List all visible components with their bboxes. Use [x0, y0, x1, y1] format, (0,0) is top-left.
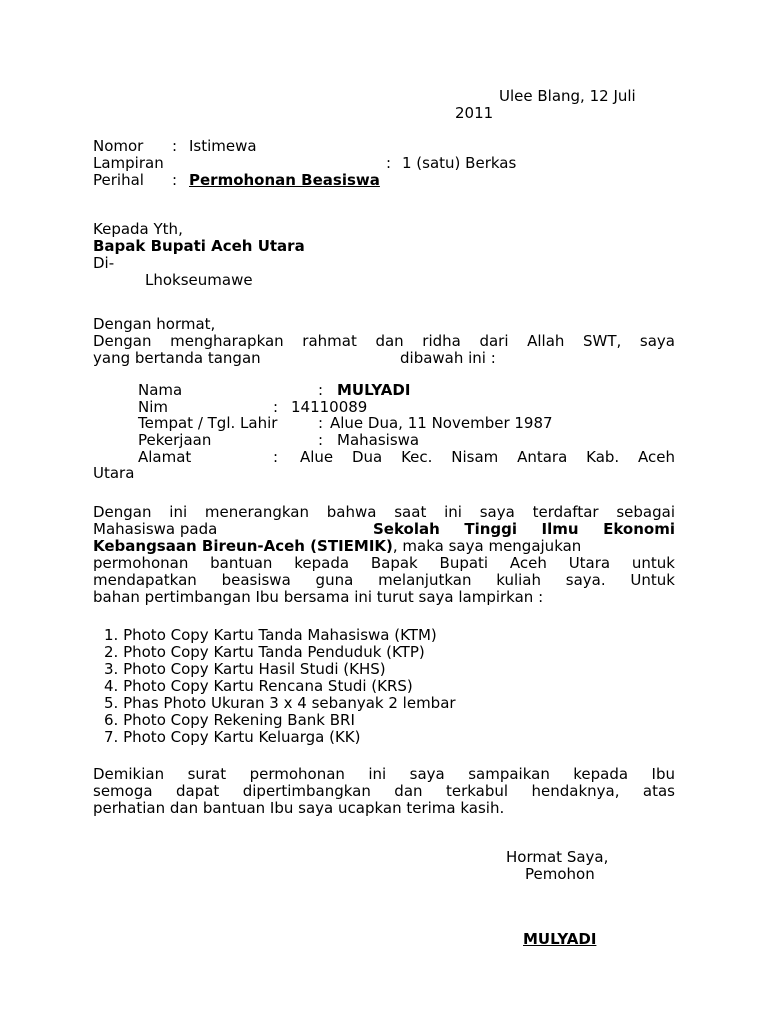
- lampiran-label: Lampiran: [93, 154, 164, 172]
- body-line-2b: Sekolah Tinggi Ilmu Ekonomi: [373, 520, 675, 538]
- alamat-continuation: Utara: [93, 464, 135, 482]
- attachment-list: [104, 627, 456, 746]
- body-line-2a: Mahasiswa pada: [93, 520, 218, 538]
- perihal-value: Permohonan Beasiswa: [189, 171, 380, 189]
- list-item: 1. Photo Copy Kartu Tanda Mahasiswa (KTM): [104, 626, 437, 644]
- perihal-colon: :: [172, 171, 178, 189]
- body-line-3: [93, 538, 675, 555]
- alamat-colon: :: [273, 448, 279, 466]
- date-line-1: Ulee Blang, 12 Juli: [499, 87, 636, 105]
- date-line-2: 2011: [455, 104, 494, 122]
- ttl-value: Alue Dua, 11 November 1987: [330, 414, 553, 432]
- nomor-label: Nomor: [93, 137, 144, 155]
- alamat-value: Alue Dua Kec. Nisam Antara Kab. Aceh: [300, 448, 675, 466]
- body-line-1: Dengan ini menerangkan bahwa saat ini saya terdaftar sebagai: [93, 503, 675, 521]
- recipient-city: Lhokseumawe: [145, 271, 253, 289]
- opening-line-1: Dengan mengharapkan rahmat dan ridha dari Allah SWT, saya: [93, 332, 675, 350]
- alamat-label: Alamat: [138, 448, 192, 466]
- list-item: 2. Photo Copy Kartu Tanda Penduduk (KTP): [104, 643, 425, 661]
- recipient-di: Di-: [93, 254, 115, 272]
- pekerjaan-colon: :: [318, 431, 324, 449]
- salutation: Dengan hormat,: [93, 315, 216, 333]
- body-line-6: bahan pertimbangan Ibu bersama ini turut saya lampirkan :: [93, 588, 544, 606]
- nama-colon: :: [318, 381, 324, 399]
- list-item: 3. Photo Copy Kartu Hasil Studi (KHS): [104, 660, 386, 678]
- perihal-label: Perihal: [93, 171, 144, 189]
- closing-line-3: perhatian dan bantuan Ibu saya ucapkan terima kasih.: [93, 799, 505, 817]
- closing-line-1: Demikian surat permohonan ini saya sampaikan kepada Ibu: [93, 765, 675, 783]
- lampiran-value: 1 (satu) Berkas: [402, 154, 517, 172]
- nama-label: Nama: [138, 381, 183, 399]
- signature-role: Pemohon: [525, 865, 595, 883]
- body-line-3b: , maka saya mengajukan: [392, 537, 582, 555]
- nomor-colon: :: [172, 137, 178, 155]
- closing-line-2: semoga dapat dipertimbangkan dan terkabul hendaknya, atas: [93, 782, 675, 800]
- opening-line-2b: dibawah ini :: [400, 349, 496, 367]
- nim-value: 14110089: [291, 398, 368, 416]
- list-item: 5. Phas Photo Ukuran 3 x 4 sebanyak 2 lembar: [104, 694, 456, 712]
- ttl-label: Tempat / Tgl. Lahir: [138, 414, 278, 432]
- list-item: 6. Photo Copy Rekening Bank BRI: [104, 711, 355, 729]
- pekerjaan-value: Mahasiswa: [337, 431, 420, 449]
- recipient-name: Bapak Bupati Aceh Utara: [93, 237, 305, 255]
- pekerjaan-label: Pekerjaan: [138, 431, 212, 449]
- nomor-value: Istimewa: [189, 137, 257, 155]
- list-item: 4. Photo Copy Kartu Rencana Studi (KRS): [104, 677, 413, 695]
- recipient-greeting: Kepada Yth,: [93, 220, 183, 238]
- nim-colon: :: [273, 398, 279, 416]
- opening-line-2a: yang bertanda tangan: [93, 349, 261, 367]
- signature-regards: Hormat Saya,: [506, 848, 609, 866]
- lampiran-colon: :: [386, 154, 392, 172]
- nama-value: MULYADI: [337, 381, 411, 399]
- body-line-5: mendapatkan beasiswa guna melanjutkan kuliah saya. Untuk: [93, 571, 675, 589]
- ttl-colon: :: [318, 414, 324, 432]
- body-line-4: permohonan bantuan kepada Bapak Bupati Aceh Utara untuk: [93, 554, 675, 572]
- signature-name: MULYADI: [523, 930, 597, 948]
- school-name: Kebangsaan Bireun-Aceh (STIEMIK): [93, 537, 393, 555]
- nim-label: Nim: [138, 398, 168, 416]
- list-item: 7. Photo Copy Kartu Keluarga (KK): [104, 728, 361, 746]
